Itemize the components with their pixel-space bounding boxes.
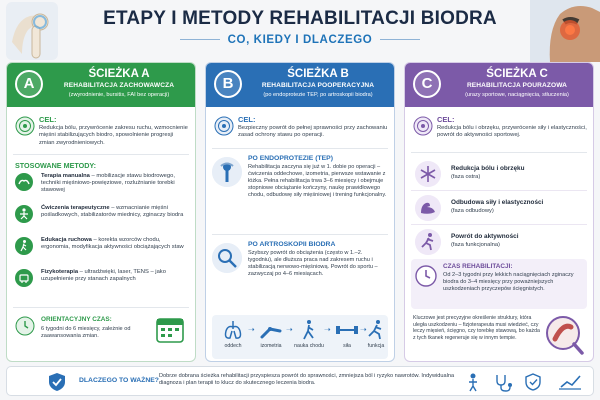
rehab-timeline bbox=[212, 315, 388, 359]
calendar-icon bbox=[155, 314, 185, 344]
divider-left bbox=[180, 39, 220, 40]
target-icon bbox=[15, 116, 35, 136]
path-b-goal-text: Bezpieczny powrót do pełnej sprawności przy zachowaniu zasad ochrony stawu po operacji. bbox=[238, 125, 388, 139]
method-name: Ćwiczenia terapeutyczne bbox=[41, 205, 110, 211]
method-item bbox=[13, 269, 189, 301]
exercise-icon bbox=[15, 205, 33, 223]
stage-item bbox=[411, 193, 587, 225]
path-b-card bbox=[205, 62, 395, 362]
path-a-time bbox=[13, 307, 189, 357]
arthroscopy-label: PO ARTROSKOPII BIODRA bbox=[248, 241, 336, 248]
timeline-step bbox=[330, 319, 364, 349]
path-a-card bbox=[6, 62, 196, 362]
path-a-goal-label: CEL: bbox=[39, 115, 57, 124]
page-title: ETAPY I METODY REHABILITACJI BIODRA bbox=[103, 8, 497, 29]
page-subtitle-text: CO, KIEDY I DLACZEGO bbox=[227, 34, 373, 46]
path-c-time-text: Od 2–3 tygodni przy lekkich naciągnięciach zginaczy biodra do 3–4 miesięcy przy poważniejszych uszkodzeniach przyczepów ścięgnistych. bbox=[443, 272, 574, 292]
leg-isometric-icon bbox=[254, 319, 288, 341]
path-b-header bbox=[206, 63, 394, 107]
method-desc: – ultradźwięki, laser, TENS – jako uzupełnienie przy stanach zapalnych bbox=[41, 269, 166, 283]
lungs-icon bbox=[216, 319, 250, 341]
arthroscopy-text: Szybszy powrót do obciążenia (często w 1.–2. tygodniu), ale dłuższa praca nad zakresem ruchu i stabilizacją nerwowo-mięśniową. Powrót do sportu – zazwyczaj po 4–6 miesiącach. bbox=[248, 250, 378, 277]
path-c-time bbox=[411, 259, 587, 309]
path-c-time-label: CZAS REHABILITACJI: bbox=[443, 263, 513, 270]
path-a-methods-label: STOSOWANE METODY: bbox=[15, 161, 97, 170]
clock-icon bbox=[415, 265, 437, 287]
path-c-goal-text: Redukcja bólu i obrzęku, przywrócenie siły i elastyczności, powrót do aktywności sportowej. bbox=[437, 125, 587, 139]
hands-icon bbox=[15, 173, 33, 191]
running-icon bbox=[362, 319, 390, 341]
footer-banner bbox=[6, 366, 594, 396]
timeline-label: siła bbox=[343, 343, 351, 349]
path-a-time-text: 6 tygodni do 6 miesięcy, zależnie od zaawansowania zmian. bbox=[41, 326, 131, 339]
chart-up-icon bbox=[559, 376, 581, 389]
path-c-goal-label: CEL: bbox=[437, 115, 455, 124]
footer-icons bbox=[463, 372, 583, 392]
path-c-goal bbox=[411, 113, 587, 153]
timeline-step bbox=[292, 319, 326, 349]
target-icon bbox=[413, 116, 433, 136]
dumbbell-icon bbox=[330, 319, 364, 341]
path-b-letter-badge: B bbox=[214, 70, 242, 98]
path-a-goal bbox=[13, 113, 189, 155]
method-name: Terapia manualna bbox=[41, 173, 90, 179]
device-icon bbox=[15, 269, 33, 287]
stage-name: Redukcja bólu i obrzęku bbox=[451, 165, 525, 172]
timeline-label: izometria bbox=[260, 343, 282, 349]
path-a-letter-badge: A bbox=[15, 70, 43, 98]
arrow-right-icon: ➝ bbox=[286, 325, 293, 334]
stage-name: Powrót do aktywności bbox=[451, 233, 519, 240]
method-item bbox=[13, 205, 189, 237]
method-text bbox=[41, 237, 189, 251]
path-a-time-label: ORIENTACYJNY CZAS: bbox=[41, 316, 112, 323]
path-c-note: (urazy sportowe, naciągnięcia, stłuczenia) bbox=[465, 92, 569, 98]
path-a-subtitle: REHABILITACJA ZACHOWAWCZA bbox=[63, 82, 175, 89]
person-icon bbox=[469, 374, 477, 392]
timeline-step bbox=[254, 319, 288, 349]
running-icon bbox=[415, 229, 441, 255]
stage-phase: (faza ostra) bbox=[451, 174, 481, 180]
page-subtitle bbox=[0, 34, 600, 46]
muscle-magnifier-icon bbox=[543, 313, 585, 357]
clock-icon bbox=[15, 316, 35, 336]
path-c-letter-badge: C bbox=[413, 70, 441, 98]
arthroscope-icon bbox=[212, 243, 242, 273]
path-c-note-box bbox=[411, 313, 587, 359]
arm-strength-icon bbox=[415, 195, 441, 221]
method-text bbox=[41, 173, 189, 195]
stage-name: Odbudowa siły i elastyczności bbox=[451, 199, 544, 206]
path-a-note: (zwyrodnienie, bursitis, FAI bez operacji) bbox=[68, 92, 170, 98]
arrow-right-icon: ➝ bbox=[248, 325, 255, 334]
path-a-title: ŚCIEŻKA A bbox=[88, 68, 150, 80]
method-desc: – wzmacnianie mięśni pośladkowych, stabilizatorów miednicy, zginaczy biodra bbox=[41, 205, 184, 219]
tep-label: PO ENDOPROTEZIE (TEP) bbox=[248, 155, 333, 162]
path-b-title: ŚCIEŻKA B bbox=[287, 68, 349, 80]
target-icon bbox=[214, 116, 234, 136]
walking-icon bbox=[292, 319, 326, 341]
method-name: Fizykoterapia bbox=[41, 269, 79, 275]
arrow-right-icon: ➝ bbox=[360, 325, 367, 334]
timeline-label: nauka chodu bbox=[294, 343, 324, 349]
path-c-subtitle: REHABILITACJA POURAZOWA bbox=[466, 82, 568, 89]
stethoscope-icon bbox=[497, 375, 512, 391]
arrow-right-icon: ➝ bbox=[324, 325, 331, 334]
method-desc: – korekta wzorców chodu, ergonomia, modyfikacja aktywności obciążających staw bbox=[41, 237, 184, 251]
snowflake-icon bbox=[415, 161, 441, 187]
path-b-goal-label: CEL: bbox=[238, 115, 256, 124]
shield-check-icon bbox=[526, 374, 540, 390]
path-a-goal-text: Redukcja bólu, przywrócenie zakresu ruchu, wzmocnienie mięśni stabilizujących biodro, spowolnienie progresji zmian zwyrodnieniowych. bbox=[39, 125, 188, 146]
hip-implant-icon bbox=[212, 157, 242, 187]
header bbox=[0, 0, 600, 60]
method-name: Edukacja ruchowa bbox=[41, 237, 92, 243]
timeline-label: oddech bbox=[224, 343, 242, 349]
hip-pain-illustration-icon bbox=[530, 0, 600, 62]
timeline-label: funkcja bbox=[367, 343, 385, 349]
timeline-step bbox=[216, 319, 250, 349]
method-text bbox=[41, 269, 189, 283]
divider-right bbox=[380, 39, 420, 40]
path-c-header bbox=[405, 63, 593, 107]
path-b-note: (po endoprotezie TEP, po artroskopii biodra) bbox=[263, 92, 373, 98]
method-text bbox=[41, 205, 189, 219]
method-desc: – mobilizacje stawu biodrowego, techniki mięśniowo-powięziowe, rozluźnianie torebki stawowej bbox=[41, 173, 175, 194]
method-item bbox=[13, 173, 189, 205]
method-item bbox=[13, 237, 189, 269]
arthroscopy-block bbox=[212, 239, 388, 311]
footer-text: Dobrze dobrana ścieżka rehabilitacji przyspiesza powrót do sprawności, zmniejsza ból i ryzyko nawrotów. Indywidualna diagnoza i plan terapii to klucz do skutecznego leczenia biodra. bbox=[159, 373, 455, 387]
shield-check-icon bbox=[47, 372, 67, 392]
timeline-step bbox=[362, 319, 390, 349]
tep-block bbox=[212, 153, 388, 235]
path-b-goal bbox=[212, 113, 388, 149]
path-c-card bbox=[404, 62, 594, 362]
path-a-header bbox=[7, 63, 195, 107]
path-c-note-text: Kluczowe jest precyzyjne określenie struktury, która uległa uszkodzeniu – fizjoterapeuta musi wiedzieć, czy leczy mięsień, ścięgno, czy torebkę stawową, bo każda z tych tkanek regeneruje się w innym tempie. bbox=[413, 315, 540, 342]
path-c-title: ŚCIEŻKA C bbox=[486, 68, 548, 80]
tep-text: Rehabilitacja zaczyna się już w 1. dobie po operacji – ćwiczenia oddechowe, izometria, pierwsze wstawanie z łóżka. Pełna rehabilitacja trwa 3–6 miesięcy i obejmuje stopniowe obciążanie kończyny, naukę prawidłowego chodu, odbudowę siły mięśniowej i trening funkcjonalny. bbox=[248, 164, 387, 198]
stage-item bbox=[411, 227, 587, 259]
walking-icon bbox=[15, 237, 33, 255]
stage-phase: (faza funkcjonalna) bbox=[451, 242, 500, 248]
stage-phase: (faza odbudowy) bbox=[451, 208, 494, 214]
stage-item bbox=[411, 159, 587, 191]
footer-question: DLACZEGO TO WAŻNE? bbox=[79, 377, 159, 384]
path-b-subtitle: REHABILITACJA POOPERACYJNA bbox=[261, 82, 375, 89]
